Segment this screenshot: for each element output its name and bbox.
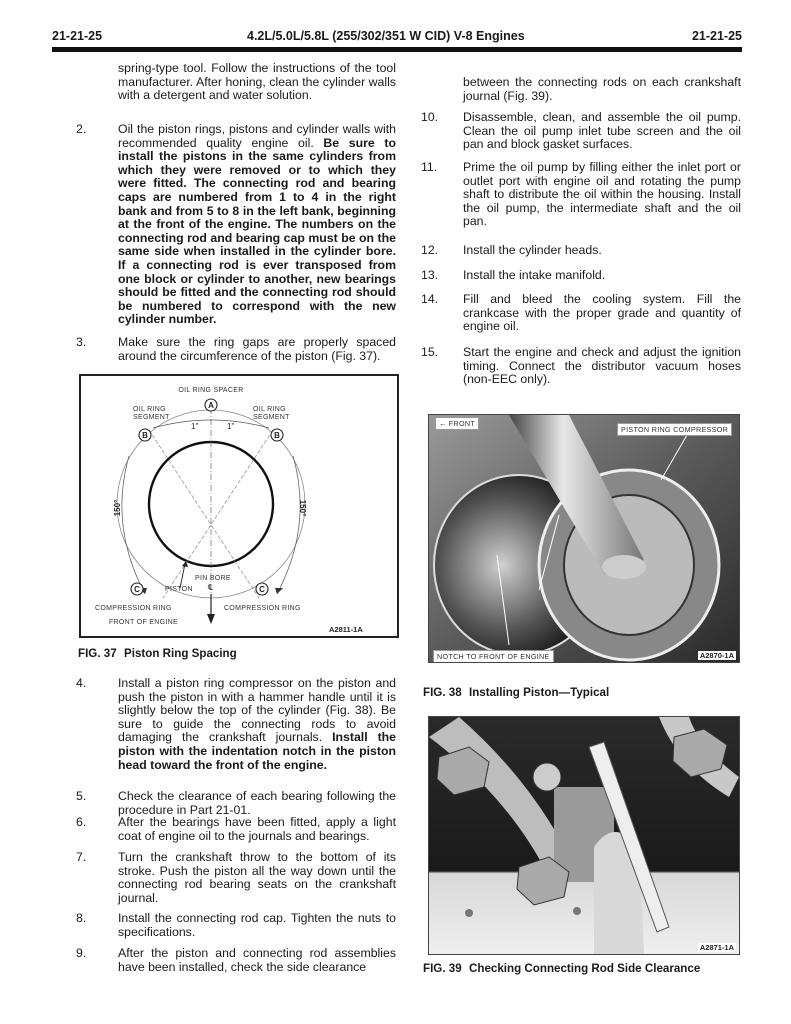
label-oil-ring-segment-right-1: OIL RING [253, 406, 286, 413]
arrowhead [275, 588, 283, 594]
label-oil-ring-spacer: OIL RING SPACER [178, 387, 244, 394]
angle-arc-left [122, 456, 145, 594]
step-warning: Be sure to install the pistons in the same cylinders from which they were removed or to which they were fitted. The connecting rod and bearing caps are numbered from 1 to 4 in the right bank and from 5 to 8 in the left bank, beginning at the front of the engine. The numbers on the connecting rod and bearing cap must be on the same side when installed in the cylinder bore. If a connecting rod is ever transposed from one block or cylinder to another, new bearings should be fitted and the connecting rod should be numbered to correspond with the new cylinder number. [118, 135, 397, 327]
label-oil-ring-segment-left-1: OIL RING [133, 406, 166, 413]
step-warning: Install the piston with the indentation notch in the piston head toward the front of the engine. [118, 730, 397, 772]
marker-b-label: B [274, 431, 280, 440]
label-oil-ring-segment-right-2: SEGMENT [253, 414, 290, 421]
figure-39-photo [428, 716, 740, 955]
step-text: Install a piston ring compressor on the piston and push the piston in with a hammer handle until it is slightly below the top of the cylinder (Fig. 38). Be sure to guide the connecting rods to avoid damaging the crankshaft journals. [118, 676, 396, 745]
bolt-hole [573, 907, 581, 915]
marker-c-label: C [259, 585, 265, 594]
bolt-hole [465, 909, 473, 917]
figure-reference: A2871-1A [699, 943, 734, 952]
label-front-of-engine: FRONT OF ENGINE [109, 619, 178, 626]
marker-a-label: A [208, 401, 214, 410]
figure-reference: A2870-1A [699, 651, 734, 660]
header-rule [52, 47, 742, 52]
label-gap-right: 1" [227, 422, 235, 431]
label-centerline: ℄ [208, 583, 214, 592]
figure-37-diagram [79, 374, 399, 638]
callout-piston-ring-compressor: PISTON RING COMPRESSOR [617, 423, 732, 436]
piston-install-photo-illustration [429, 415, 739, 662]
step-text: Oil the piston rings, pistons and cylinder walls with recommended quality engine oil. [118, 122, 396, 150]
ring-gap-line [163, 430, 273, 598]
label-oil-ring-segment-left-2: SEGMENT [133, 414, 170, 421]
left-column: spring-type tool. Follow the instructions of the tool manufacturer. After honing, clean the cylinder walls with a detergent and water solution. 2. Oil the piston rings, pistons and cylinder walls with recommended quality engine oil. Be sure to install the pistons in the same cylinders from which they were removed or to which they were fitted. The connecting rod and bearing caps are numbered from 1 to 4 in the right bank and from 5 to 8 in the left bank, beginning at the front of the engine. The numbers on the connecting rod and bearing cap must be on the same side when installed in the cylinder bore. If a connecting rod is ever transposed from one block or cylinder to another, new bearings should be fitted and the connecting rod should be numbered to correspond with the new cylinder number. 3. Make sure the ring gaps are properly spaced around the circumference of the piston (Fig. 37). 4. Install a piston ring compressor on the piston and push the piston in with a hammer handle until it is slightly below the top of the cylinder (Fig. 38). Be sure to guide the connecting rods to avoid damaging the crankshaft journals. Install the piston with the indentation notch in the piston head toward the front of the engine. 5. Check the clearance of each bearing following the procedure in Part 21-01. 6. After the bearings have been fitted, apply a light coat of engine oil to the journals and bearings. 7. Turn the crankshaft throw to the bottom of its stroke. Push the piston all the way down until the connecting rod bearing seats on the crankshaft journal. 8. Install the connecting rod cap. Tighten the nuts to specifications. 9. After the piston and connecting rod assemblies have been installed, check the side clearance [76, 61, 397, 974]
angle-arc-right [277, 456, 300, 594]
connecting-rod-clearance-photo-illustration [429, 717, 739, 954]
label-piston: PISTON [165, 586, 193, 593]
figure-38-caption: FIG. 38 Installing Piston—Typical [423, 686, 610, 699]
marker-b-label: B [142, 431, 148, 440]
figure-reference: A2811-1A [329, 625, 363, 634]
page-title: 4.2L/5.0L/5.8L (255/302/351 W CID) V-8 Engines [247, 29, 525, 43]
right-column: between the connecting rods on each crankshaft journal (Fig. 39). 10. Disassemble, clean, and assemble the oil pump. Clean the oil pump inlet tube screen and the oil pan and block gasket surfaces. 11. Prime the oil pump by filling either the inlet port or outlet port with engine oil and rotating the pump shaft to distribute the oil within the housing. Install the oil pump, the intermediate shaft and the oil pan. 12. Install the cylinder heads. 13. Install the intake manifold. 14. Fill and bleed the cooling system. Fill the crankcase with the proper grade and quantity of engine oil. 15. Start the engine and check and adjust the ignition timing. Connect the distributor vacuum hoses (non-EEC only). [421, 75, 741, 387]
page-header [52, 29, 742, 45]
label-angle-left: 150° [113, 499, 122, 517]
label-pin-bore: PIN BORE [195, 575, 231, 582]
label-gap-left: 1" [191, 422, 199, 431]
marker-c-label: C [134, 585, 140, 594]
nut [533, 763, 561, 791]
section-number-left: 21-21-25 [52, 29, 103, 43]
figure-38-photo [428, 414, 740, 663]
handle-end [602, 555, 646, 579]
callout-notch: NOTCH TO FRONT OF ENGINE [433, 650, 554, 663]
figure-37-caption: FIG. 37 Piston Ring Spacing [78, 647, 237, 660]
piston-ring-diagram [81, 376, 397, 636]
figure-39-caption: FIG. 39 Checking Connecting Rod Side Clearance [423, 962, 701, 975]
front-arrow-icon [207, 614, 215, 624]
label-compression-ring-left: COMPRESSION RING [95, 605, 172, 612]
label-angle-right: 150° [298, 499, 307, 517]
ring-gap-line [149, 430, 259, 598]
section-number-right: 21-21-25 [691, 29, 742, 43]
callout-front: ← FRONT [435, 417, 479, 430]
label-compression-ring-right: COMPRESSION RING [224, 605, 301, 612]
